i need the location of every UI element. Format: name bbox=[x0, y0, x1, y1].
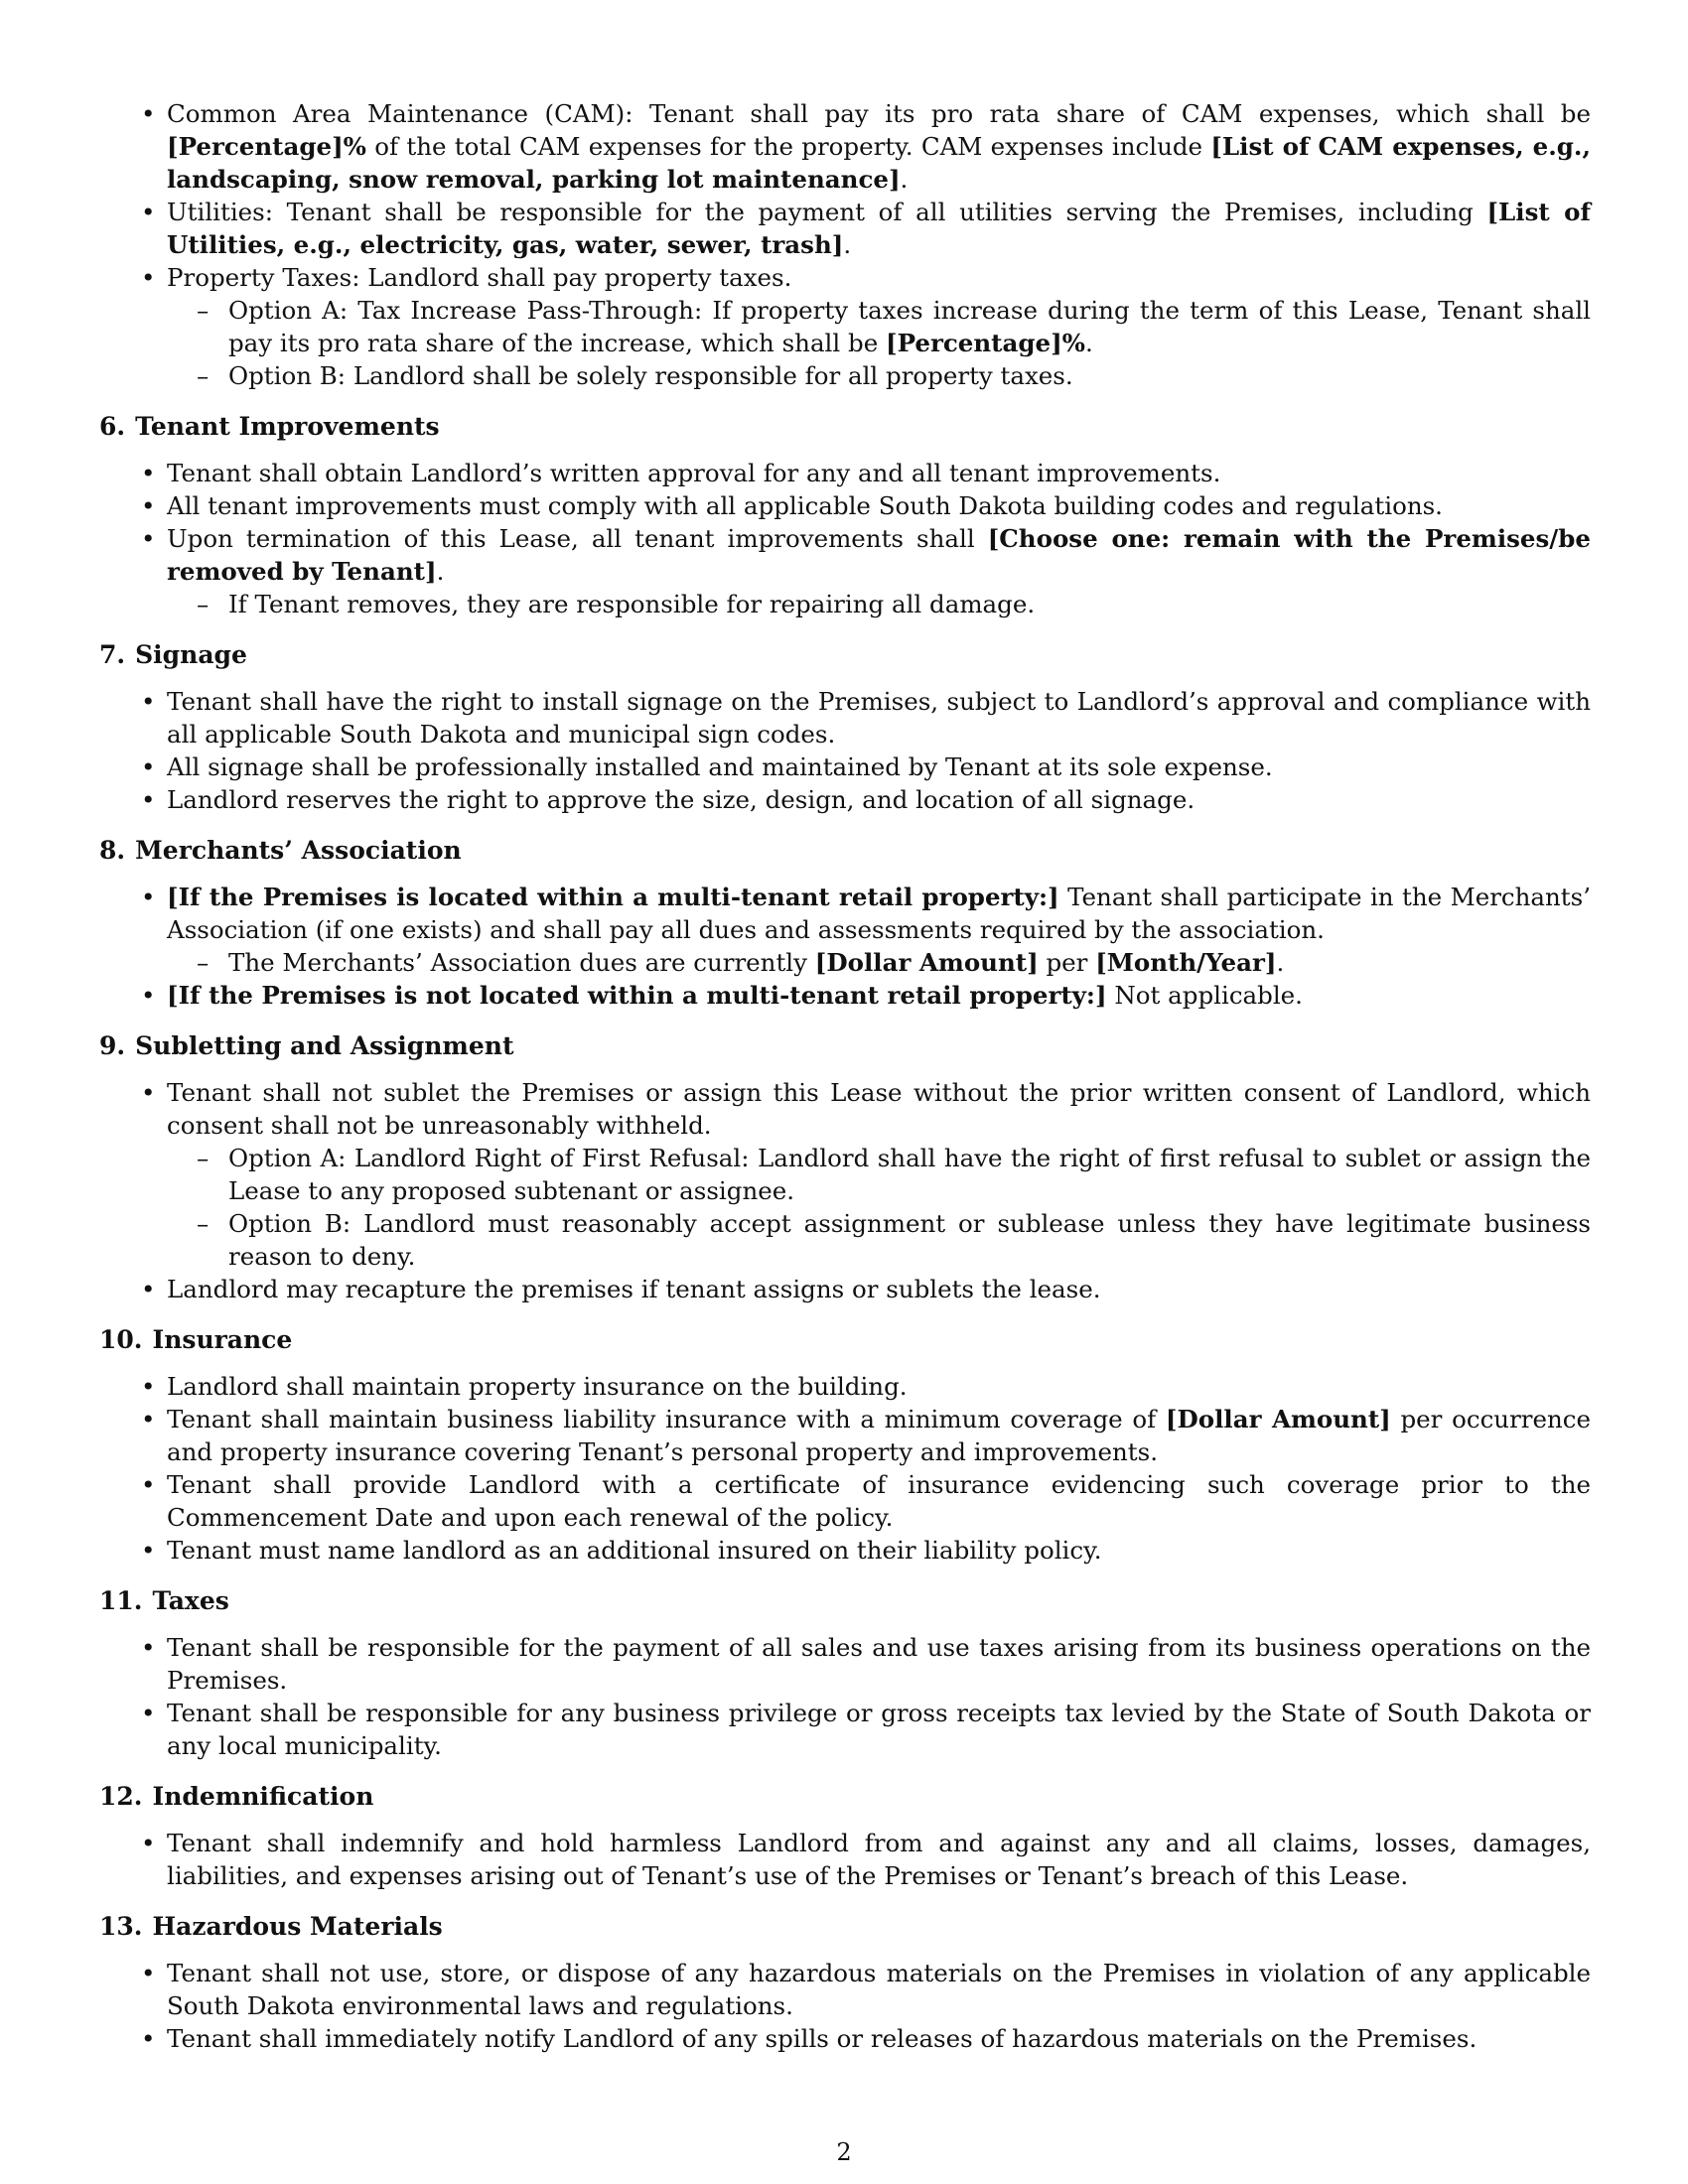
placeholder-text: [Percentage]% bbox=[886, 329, 1085, 357]
placeholder-text: [Dollar Amount] bbox=[1165, 1405, 1391, 1433]
body-text: . bbox=[1084, 329, 1093, 357]
body-text: Utilities: Tenant shall be responsible for the payment of all utilities serving the Premises, including bbox=[167, 198, 1487, 226]
body-text: Landlord shall maintain property insurance on the building. bbox=[167, 1372, 908, 1401]
section-heading bbox=[99, 410, 1591, 443]
bullet-item bbox=[99, 1827, 1591, 1892]
lease-sections bbox=[99, 410, 1591, 2055]
bullet-item bbox=[99, 97, 1591, 196]
body-text: All signage shall be professionally installed and maintained by Tenant at its sole expense. bbox=[167, 752, 1273, 781]
section-13 bbox=[99, 1910, 1591, 2055]
section-heading bbox=[99, 1780, 1591, 1813]
body-text: Tenant shall have the right to install signage on the Premises, subject to Landlord’s approval and compliance with all applicable South Dakota and municipal sign codes. bbox=[167, 687, 1591, 749]
body-text: Landlord may recapture the premises if tenant assigns or sublets the lease. bbox=[167, 1275, 1101, 1303]
body-text: Tenant shall obtain Landlord’s written approval for any and all tenant improvements. bbox=[167, 459, 1221, 487]
bullet-item bbox=[99, 1468, 1591, 1534]
body-text: Tenant shall indemnify and hold harmless Landlord from and against any and all claims, losses, damages, liabilities, and expenses arising out of Tenant’s use of the Premises or Tenant’s breach of this Lease. bbox=[167, 1829, 1591, 1890]
body-text: per bbox=[1038, 948, 1096, 977]
bullet-item bbox=[99, 1076, 1591, 1273]
section-title: Merchants’ Association bbox=[135, 836, 462, 865]
body-text: Tenant shall maintain business liability insurance with a minimum coverage of bbox=[167, 1405, 1166, 1433]
body-text: Tenant shall be responsible for any business privilege or gross receipts tax levied by the State of South Dakota or any local municipality. bbox=[167, 1699, 1591, 1760]
body-text: Landlord reserves the right to approve the size, design, and location of all signage. bbox=[167, 785, 1196, 814]
sub-bullet-item bbox=[167, 1142, 1591, 1207]
sub-list bbox=[167, 1142, 1591, 1273]
body-text: . bbox=[436, 557, 445, 586]
sub-bullet-item bbox=[167, 946, 1591, 979]
body-text: Upon termination of this Lease, all tenant improvements shall bbox=[167, 524, 988, 553]
cost-provisions-list bbox=[99, 97, 1591, 392]
section-title: Indemnification bbox=[152, 1782, 374, 1811]
document-body bbox=[99, 97, 1591, 2055]
body-text: Common Area Maintenance (CAM): Tenant shall pay its pro rata share of CAM expenses, which shall be bbox=[167, 99, 1591, 128]
section-number: 11. bbox=[99, 1586, 143, 1615]
placeholder-text: [List of Utilities, e.g., electricity, gas, water, sewer, trash] bbox=[167, 198, 1591, 259]
placeholder-text: [Percentage]% bbox=[167, 132, 366, 161]
placeholder-text: [List of CAM expenses, e.g., landscaping, snow removal, parking lot maintenance] bbox=[167, 132, 1591, 194]
body-text: Tenant shall not use, store, or dispose of any hazardous materials on the Premises in violation of any applicable South Dakota environmental laws and regulations. bbox=[167, 1959, 1591, 2020]
body-text: The Merchants’ Association dues are currently bbox=[228, 948, 815, 977]
body-text: Option B: Landlord shall be solely responsible for all property taxes. bbox=[228, 361, 1073, 390]
section-title: Signage bbox=[135, 640, 247, 669]
section-heading bbox=[99, 834, 1591, 867]
section-number: 7. bbox=[99, 640, 126, 669]
bullet-item bbox=[99, 751, 1591, 783]
section-bullet-list bbox=[99, 1370, 1591, 1567]
placeholder-text: [Dollar Amount] bbox=[814, 948, 1039, 977]
section-11 bbox=[99, 1584, 1591, 1762]
section-bullet-list bbox=[99, 457, 1591, 620]
bullet-item bbox=[99, 2022, 1591, 2055]
section-7 bbox=[99, 638, 1591, 816]
section-bullet-list bbox=[99, 685, 1591, 816]
bullet-item bbox=[99, 1273, 1591, 1305]
bullet-item bbox=[99, 1534, 1591, 1567]
body-text: Option B: Landlord must reasonably accept assignment or sublease unless they have legitimate business reason to deny. bbox=[228, 1209, 1591, 1271]
section-bullet-list bbox=[99, 1631, 1591, 1762]
bullet-item bbox=[99, 196, 1591, 261]
section-heading bbox=[99, 1584, 1591, 1617]
body-text: All tenant improvements must comply with all applicable South Dakota building codes and regulations. bbox=[167, 491, 1443, 520]
section-title: Subletting and Assignment bbox=[135, 1031, 514, 1060]
bullet-item bbox=[99, 1631, 1591, 1697]
sub-bullet-item bbox=[167, 588, 1591, 620]
sub-list bbox=[167, 588, 1591, 620]
bullet-item bbox=[99, 1957, 1591, 2022]
bullet-item bbox=[99, 881, 1591, 979]
bullet-item bbox=[99, 1403, 1591, 1468]
body-text: of the total CAM expenses for the property. CAM expenses include bbox=[365, 132, 1211, 161]
section-12 bbox=[99, 1780, 1591, 1892]
body-text: Tenant shall immediately notify Landlord of any spills or releases of hazardous materials on the Premises. bbox=[167, 2024, 1477, 2053]
body-text: Tenant shall not sublet the Premises or assign this Lease without the prior written consent of Landlord, which consent shall not be unreasonably withheld. bbox=[167, 1078, 1591, 1140]
section-6 bbox=[99, 410, 1591, 620]
body-text: Option A: Landlord Right of First Refusal: Landlord shall have the right of first refusal to sublet or assign the Lease to any proposed subtenant or assignee. bbox=[228, 1144, 1591, 1205]
section-heading bbox=[99, 638, 1591, 671]
section-bullet-list bbox=[99, 1076, 1591, 1305]
section-number: 10. bbox=[99, 1325, 143, 1354]
section-heading bbox=[99, 1910, 1591, 1943]
placeholder-text: [If the Premises is not located within a multi-tenant retail property:] bbox=[167, 981, 1107, 1010]
bullet-item bbox=[99, 1697, 1591, 1762]
section-heading bbox=[99, 1323, 1591, 1356]
section-number: 13. bbox=[99, 1912, 143, 1941]
section-title: Tenant Improvements bbox=[135, 412, 440, 441]
bullet-item bbox=[99, 522, 1591, 620]
placeholder-text: [Month/Year] bbox=[1095, 948, 1277, 977]
sub-bullet-item bbox=[167, 359, 1591, 392]
section-heading bbox=[99, 1029, 1591, 1062]
body-text: . bbox=[900, 165, 909, 194]
sub-bullet-item bbox=[167, 1207, 1591, 1273]
body-text: Tenant shall be responsible for the payment of all sales and use taxes arising from its business operations on the Premises. bbox=[167, 1633, 1591, 1695]
bullet-item bbox=[99, 685, 1591, 751]
section-10 bbox=[99, 1323, 1591, 1567]
body-text: per occurrence and property insurance covering Tenant’s personal property and improvements. bbox=[167, 1405, 1592, 1466]
section-number: 9. bbox=[99, 1031, 126, 1060]
section-bullet-list bbox=[99, 1957, 1591, 2055]
body-text: Property Taxes: Landlord shall pay property taxes. bbox=[167, 263, 792, 292]
section-9 bbox=[99, 1029, 1591, 1305]
bullet-item bbox=[99, 489, 1591, 522]
bullet-item bbox=[99, 457, 1591, 489]
body-text: Tenant shall provide Landlord with a certificate of insurance evidencing such coverage prior to the Commencement Date and upon each renewal of the policy. bbox=[167, 1470, 1591, 1532]
body-text: Not applicable. bbox=[1106, 981, 1303, 1010]
page-number: 2 bbox=[836, 2138, 852, 2166]
section-title: Taxes bbox=[152, 1586, 229, 1615]
placeholder-text: [Choose one: remain with the Premises/be removed by Tenant] bbox=[167, 524, 1591, 586]
bullet-item bbox=[99, 979, 1591, 1012]
body-text: Option A: Tax Increase Pass-Through: If property taxes increase during the term of this Lease, Tenant shall pay its pro rata share of the increase, which shall be bbox=[228, 296, 1591, 357]
section-bullet-list bbox=[99, 1827, 1591, 1892]
body-text: . bbox=[1276, 948, 1285, 977]
bullet-item bbox=[99, 261, 1591, 392]
section-title: Insurance bbox=[152, 1325, 293, 1354]
section-number: 12. bbox=[99, 1782, 143, 1811]
body-text: Tenant shall participate in the Merchants’ Association (if one exists) and shall pay all dues and assessments required by the association. bbox=[167, 883, 1591, 944]
sub-list bbox=[167, 946, 1591, 979]
sub-list bbox=[167, 294, 1591, 392]
section-number: 8. bbox=[99, 836, 126, 865]
body-text: . bbox=[843, 230, 852, 259]
bullet-item bbox=[99, 783, 1591, 816]
body-text: If Tenant removes, they are responsible for repairing all damage. bbox=[228, 590, 1036, 618]
placeholder-text: [If the Premises is located within a multi-tenant retail property:] bbox=[167, 883, 1059, 911]
section-title: Hazardous Materials bbox=[152, 1912, 443, 1941]
sub-bullet-item bbox=[167, 294, 1591, 359]
body-text: Tenant must name landlord as an additional insured on their liability policy. bbox=[167, 1536, 1102, 1565]
bullet-item bbox=[99, 1370, 1591, 1403]
section-number: 6. bbox=[99, 412, 126, 441]
section-8 bbox=[99, 834, 1591, 1012]
section-bullet-list bbox=[99, 881, 1591, 1012]
